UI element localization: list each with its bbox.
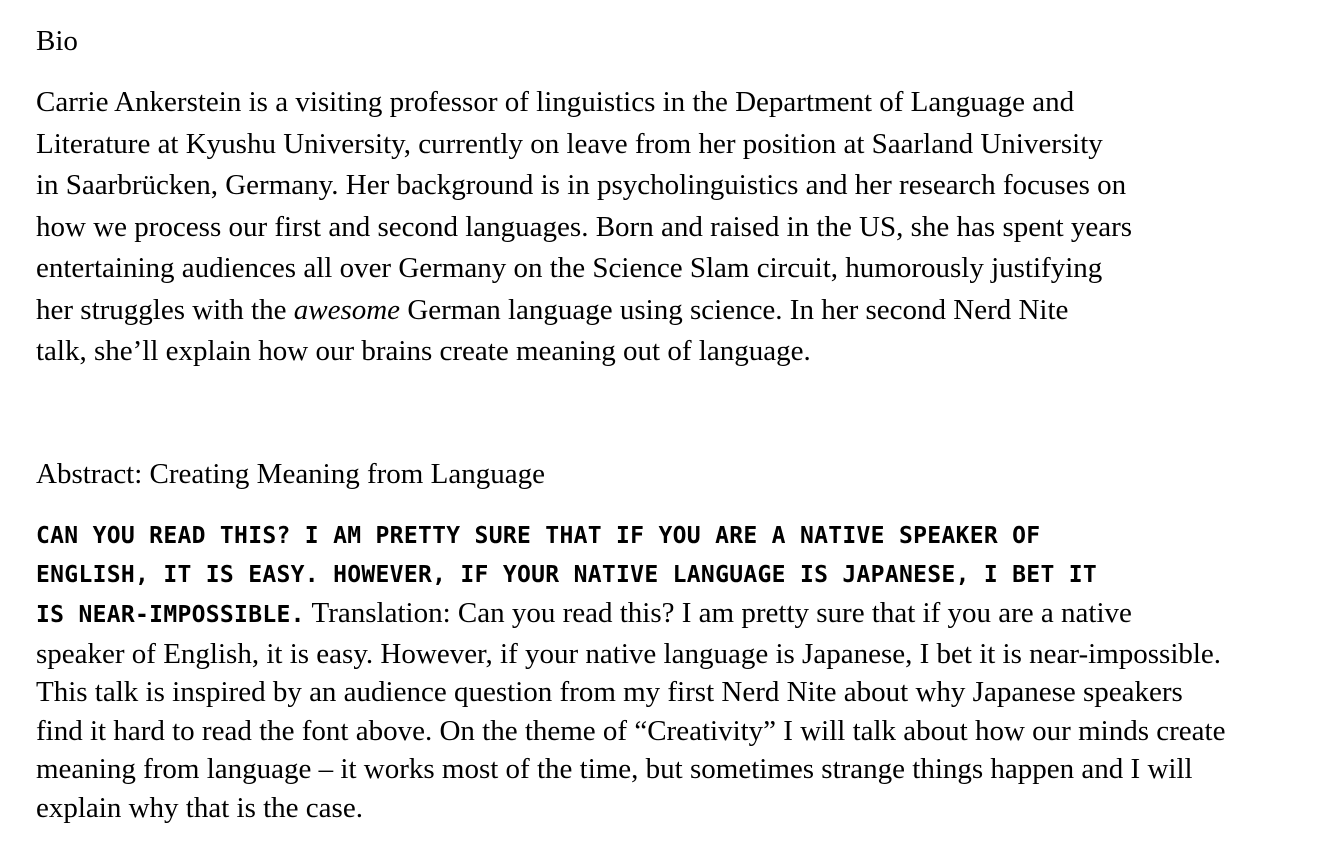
abstract-line: meaning from language – it works most of the time, but sometimes strange things happen and I will — [36, 753, 1193, 785]
stylized-font-line: IS NEAR-IMPOSSIBLE. — [36, 602, 305, 628]
abstract-line: speaker of English, it is easy. However, if your native language is Japanese, I bet it is near-impossible. — [36, 637, 1222, 670]
bio-line-text: German language using science. In her second Nerd Nite — [400, 293, 1069, 326]
bio-line: in Saarbrücken, Germany. Her background is in psycholinguistics and her research focuses on — [36, 169, 1127, 201]
bio-heading: Bio — [36, 25, 78, 57]
abstract-line: explain why that is the case. — [36, 791, 363, 824]
abstract-line: find it hard to read the font above. On the theme of “Creativity” I will talk about how our minds create — [36, 714, 1226, 747]
bio-line — [36, 290, 1306, 332]
bio-line: Carrie Ankerstein is a visiting professor of linguistics in the Department of Language and — [36, 86, 1075, 118]
translation-text: Translation: Can you read this? I am pretty sure that if you are a native — [304, 597, 1132, 629]
stylized-font-line: CAN YOU READ THIS? I AM PRETTY SURE THAT IF YOU ARE A NATIVE SPEAKER OF — [36, 523, 1041, 549]
mixed-line — [36, 594, 1306, 635]
bio-line: Literature at Kyushu University, currently on leave from her position at Saarland University — [36, 127, 1103, 160]
abstract-paragraph — [36, 517, 1306, 827]
emphasis-awesome: awesome — [293, 293, 401, 326]
bio-line: entertaining audiences all over Germany on the Science Slam circuit, humorously justifying — [36, 252, 1103, 284]
abstract-line: This talk is inspired by an audience question from my first Nerd Nite about why Japanese speakers — [36, 676, 1183, 708]
bio-line: how we process our first and second languages. Born and raised in the US, she has spent years — [36, 210, 1133, 243]
bio-line: talk, she’ll explain how our brains create meaning out of language. — [36, 335, 811, 367]
abstract-heading: Abstract: Creating Meaning from Language — [36, 458, 545, 490]
bio-paragraph — [36, 82, 1306, 373]
stylized-font-line: ENGLISH, IT IS EASY. HOWEVER, IF YOUR NATIVE LANGUAGE IS JAPANESE, I BET IT — [36, 561, 1098, 588]
bio-line-text: her struggles with the — [36, 293, 294, 326]
